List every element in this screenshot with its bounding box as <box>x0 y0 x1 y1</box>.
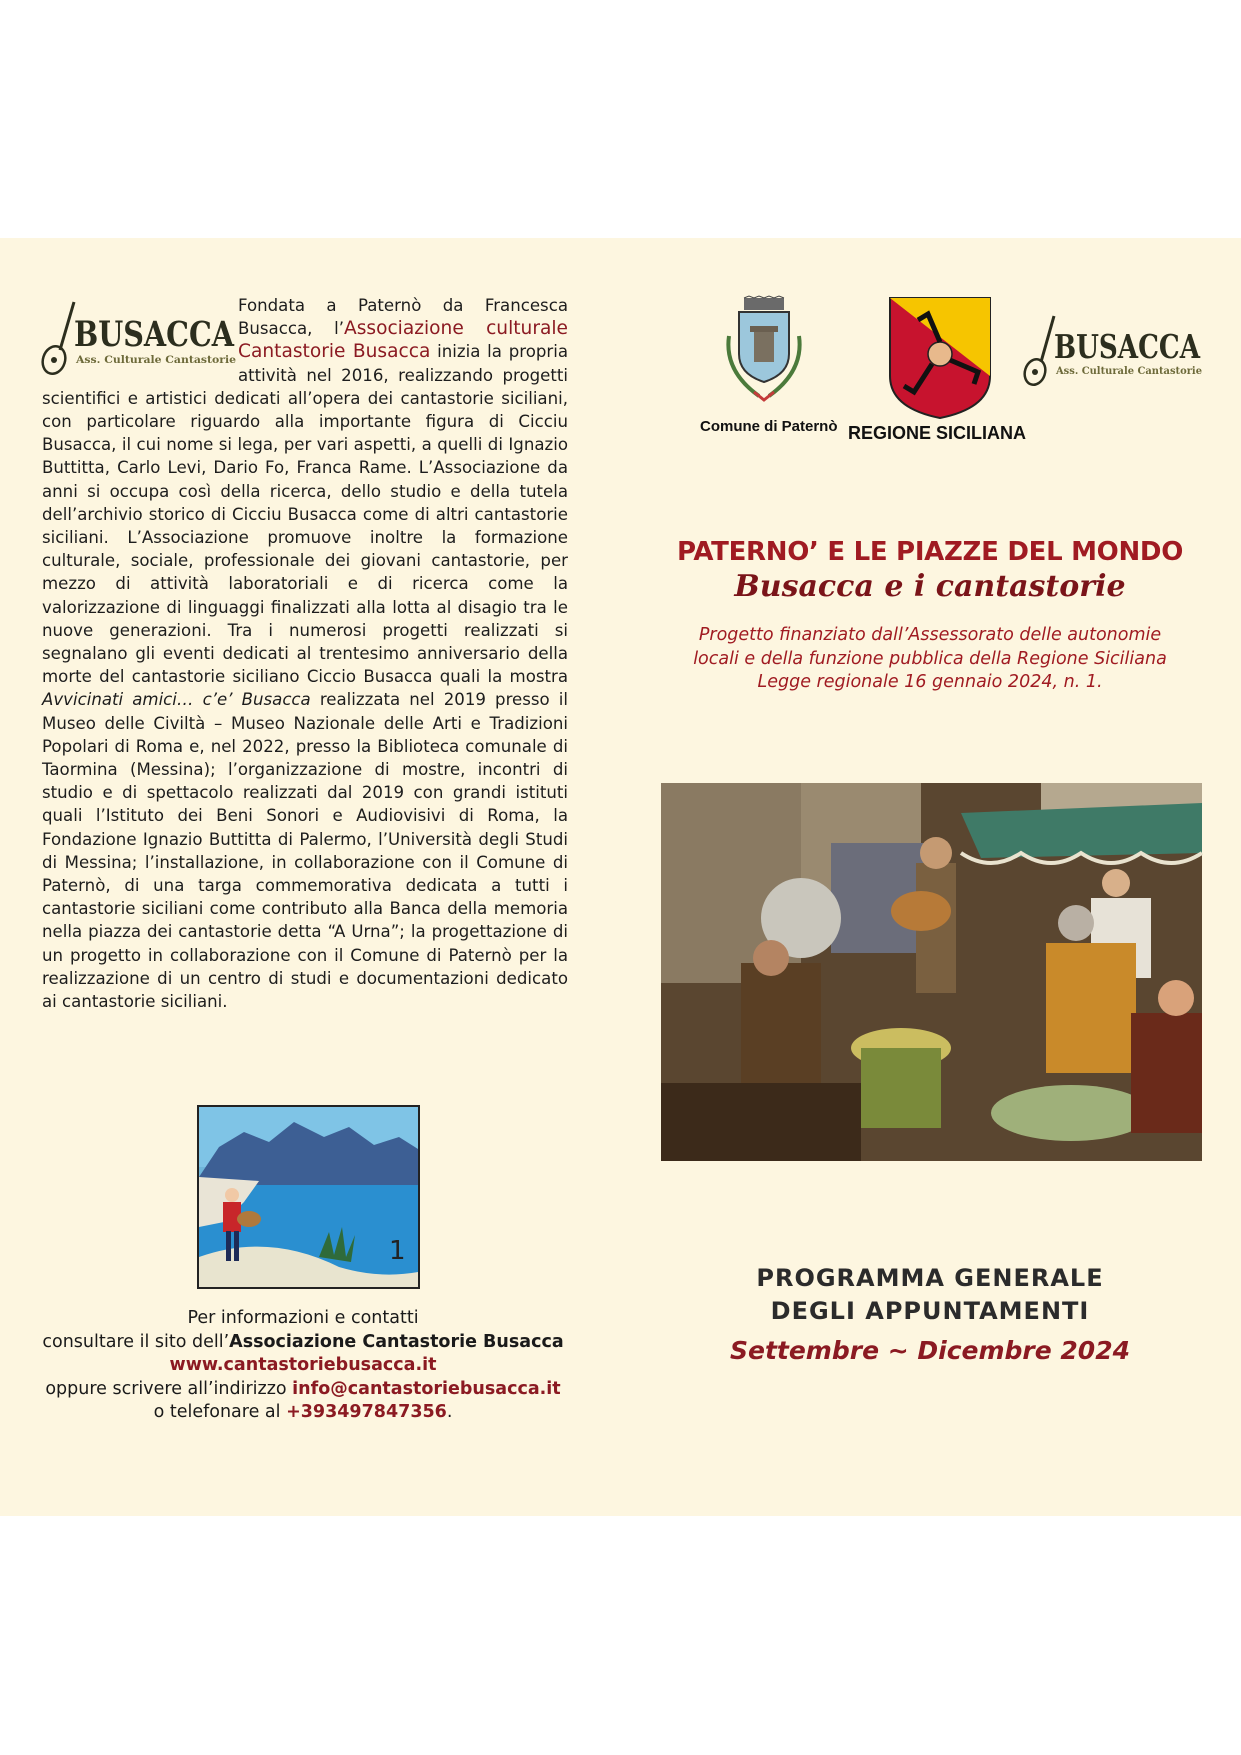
regione-label: REGIONE SICILIANA <box>848 423 1027 443</box>
association-name: Associazione culturale Cantastorie Busacca <box>238 318 568 363</box>
cantastorie-photo <box>661 783 1202 1161</box>
program-dates: Settembre ~ Dicembre 2024 <box>729 1336 1130 1365</box>
cantastorie-painting <box>197 1105 420 1289</box>
page-subtitle: Busacca e i cantastorie <box>734 569 1126 604</box>
intro-paragraph: Fondata a Paternò da Francesca Busacca, l’Associazione culturale Cantastorie Busacca inizia la propria attività nel 2016, realizzando progetti scientifici e artistici dedicati all’opera dei cantastorie siciliani, con particolare riguardo alla importante figura di Cicciu Busacca, il cui nome si lega, per vari aspetti, a quelli di Ignazio Buttitta, Carlo Levi, Dario Fo, Franca Rame. L’Associazione da anni si occupa così della ricerca, dello studio e della tutela dell’archivio storico di Cicciu Busacca come di altri cantastorie siciliani. L’Associazione promuove inoltre la formazione culturale, sociale, professionale dei giovani cantastorie, per mezzo di attività laboratoriali e di ricerca come la valorizzazione di linguaggi finalizzati alla lotta al disagio tra le nuove generazioni. Tra i numerosi progetti realizzati si segnalano gli eventi dedicati al trentesimo anniversario della morte del cantastorie siciliano Ciccio Busacca quali la mostra Avvicinati amici… c’e’ Busacca realizzata nel 2019 presso il Museo delle Civiltà – Museo Nazionale delle Arti e Tradizioni Popolari di Roma e, nel 2022, presso la Biblioteca comunale di Taormina (Messina); l’organizzazione di mostre, incontri di studio e di spettacolo realizzati dal 2019 con grandi istituti quali l’Istituto dei Beni Sonori e Audiovisivi di Roma, la Fondazione Ignazio Buttitta di Palermo, l’Università degli Studi di Messina; l’installazione, in collaborazione con il Comune di Paternò, di una targa commemorativa dedicata a tutti i cantastorie siciliani come contributo alla Banca della memoria nella piazza dei cantastorie detta “A Urna”; la progettazione di un progetto in collaborazione con il Comune di Paternò per la realizzazione di un centro di studi e documentazioni dedicato ai cantastorie siciliani. <box>42 296 568 1012</box>
trinacria-icon <box>888 296 992 420</box>
program-title-line1: PROGRAMMA GENERALE <box>756 1264 1104 1292</box>
logo-subtitle: Ass. Culturale Cantastorie <box>74 355 236 366</box>
logo-word: BUSACCA <box>74 314 235 355</box>
email-link[interactable]: info@cantastoriebusacca.it <box>292 1378 561 1399</box>
logo-word: BUSACCA <box>1054 327 1201 366</box>
exhibit-title: Avvicinati amici… c’e’ Busacca <box>42 690 311 710</box>
contacts-intro: Per informazioni e contatti <box>187 1308 419 1328</box>
phone-number[interactable]: +393497847356 <box>286 1402 447 1422</box>
website-link[interactable]: www.cantastoriebusacca.it <box>169 1355 437 1375</box>
association-label: Associazione Cantastorie Busacca <box>229 1331 564 1352</box>
title-block <box>640 535 1220 605</box>
paterno-crest-icon <box>714 296 814 406</box>
comune-label: Comune di Paternò <box>700 418 838 435</box>
guitar-icon <box>1021 316 1054 387</box>
program-title-line2: DEGLI APPUNTAMENTI <box>770 1297 1090 1325</box>
funding-note: Progetto finanziato dall’Assessorato delle autonomie locali e della funzione pubblica della Regione Siciliana Legge regionale 16 gennaio 2024, n. 1. <box>693 625 1167 692</box>
program-block <box>700 1262 1160 1371</box>
page-title: PATERNO’ E LE PIAZZE DEL MONDO <box>676 537 1184 567</box>
busacca-logo-right <box>1020 314 1204 390</box>
logo-subtitle: Ass. Culturale Cantastorie <box>1055 366 1202 377</box>
contacts-block: Per informazioni e contatti consultare il sito dell’Associazione Cantastorie Busacca www.cantastoriebusacca.it oppure scrivere all’indirizzo info@cantastoriebusacca.it o telefonare al +393497847356. <box>38 1307 568 1425</box>
svg-text:1: 1 <box>389 1236 406 1266</box>
logos-row <box>700 292 1220 452</box>
